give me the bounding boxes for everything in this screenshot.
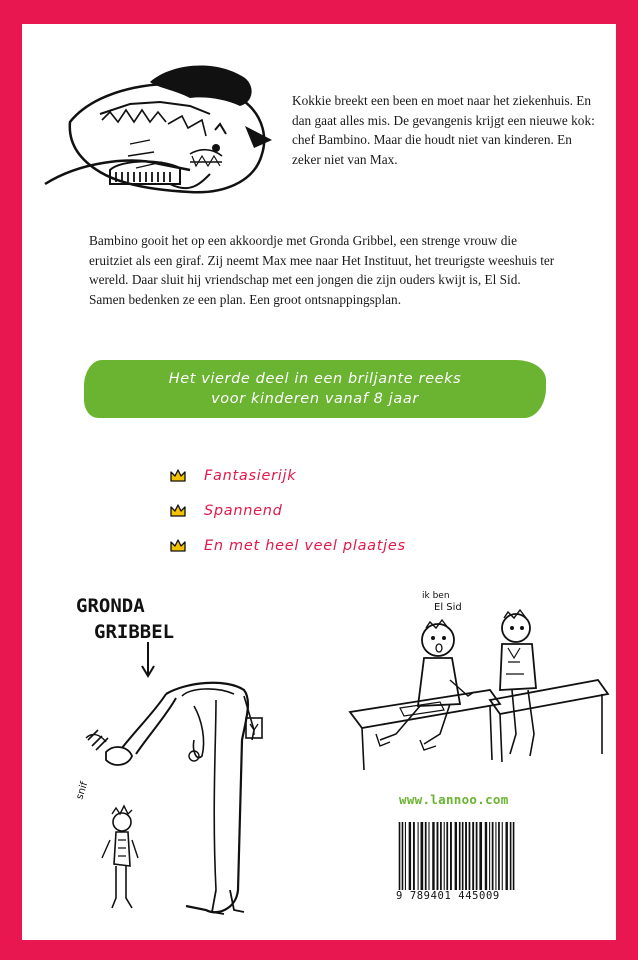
feature-label: Fantasierijk [204, 467, 297, 484]
barcode-bar [437, 822, 439, 900]
barcode-bar [402, 822, 404, 900]
barcode-bar [510, 822, 512, 900]
barcode-bar [479, 822, 482, 900]
barcode-bar [476, 822, 478, 900]
barcode-bar [399, 822, 401, 900]
feature-label: Spannend [204, 502, 283, 519]
feature-item [170, 458, 406, 493]
crown-icon [170, 504, 186, 518]
barcode-bar [432, 822, 434, 900]
snif-label: snif [74, 780, 91, 801]
barcode-bar [472, 822, 474, 900]
barcode-bar [513, 822, 515, 900]
barcode-bar [502, 822, 503, 900]
barcode-bar [489, 822, 490, 900]
barcode-bar [440, 822, 442, 900]
series-banner [84, 360, 546, 418]
feature-label: En met heel veel plaatjes [204, 537, 406, 554]
blurb-paragraph-1 [292, 91, 602, 169]
barcode-bar [450, 822, 452, 900]
barcode-bar [409, 822, 411, 900]
barcode [396, 822, 520, 900]
feature-item [170, 528, 406, 563]
blurb-paragraph-2 [89, 231, 559, 309]
barcode-bar [444, 822, 445, 900]
back-cover [22, 24, 616, 940]
blurb-text-1: Kokkie breekt een been en moet naar het ziekenhuis. En dan gaat alles mis. De gevangenis krijgt een nieuwe kok: chef Bambino. Maar die houdt niet van kinderen. En zeker niet van Max. [292, 93, 595, 167]
barcode-bar [413, 822, 415, 900]
banner-line-1: Het vierde deel in een briljante reeks [168, 371, 462, 387]
barcode-bar [418, 822, 419, 900]
barcode-bar [485, 822, 487, 900]
crown-icon [170, 539, 186, 553]
feature-list [170, 458, 406, 563]
barcode-bar [405, 822, 406, 900]
el-sid-speech-line-2: El Sid [434, 602, 462, 613]
barcode-bar [428, 822, 429, 900]
barcode-digits: 9 789401 445009 [396, 890, 520, 902]
banner-line-2: voor kinderen vanaf 8 jaar [211, 391, 419, 407]
crown-icon [170, 469, 186, 483]
gronda-label-line-2: GRIBBEL [94, 621, 175, 643]
blurb-text-2: Bambino gooit het op een akkoordje met Gronda Gribbel, een strenge vrouw die eruitziet als een giraf. Zij neemt Max mee naar Het Instituut, het treurigste weeshuis ter wereld. Daar sluit hij vriendschap met een jongen die zijn ouders kwijt is, El Sid. Samen bedenken ze een plan. Een groot ontsnappingsplan. [89, 233, 555, 307]
barcode-bar [495, 822, 496, 900]
barcode-bar [465, 822, 467, 900]
barcode-bar [462, 822, 464, 900]
website-url: www.lannoo.com [399, 792, 509, 807]
barcode-bar [425, 822, 427, 900]
barcode-bar [421, 822, 424, 900]
el-sid-speech-line-1: ik ben [422, 591, 450, 601]
el-sid-illustration [340, 584, 612, 774]
feature-item [170, 493, 406, 528]
barcode-bar [498, 822, 500, 900]
barcode-bar [459, 822, 461, 900]
gronda-gribbel-illustration [66, 590, 266, 920]
barcode-bar [505, 822, 507, 900]
barcode-bar [455, 822, 457, 900]
chef-bambino-illustration [40, 44, 280, 204]
barcode-bar [492, 822, 494, 900]
gronda-label-line-1: GRONDA [76, 595, 145, 617]
barcode-bar [446, 822, 448, 900]
barcode-bar [469, 822, 471, 900]
